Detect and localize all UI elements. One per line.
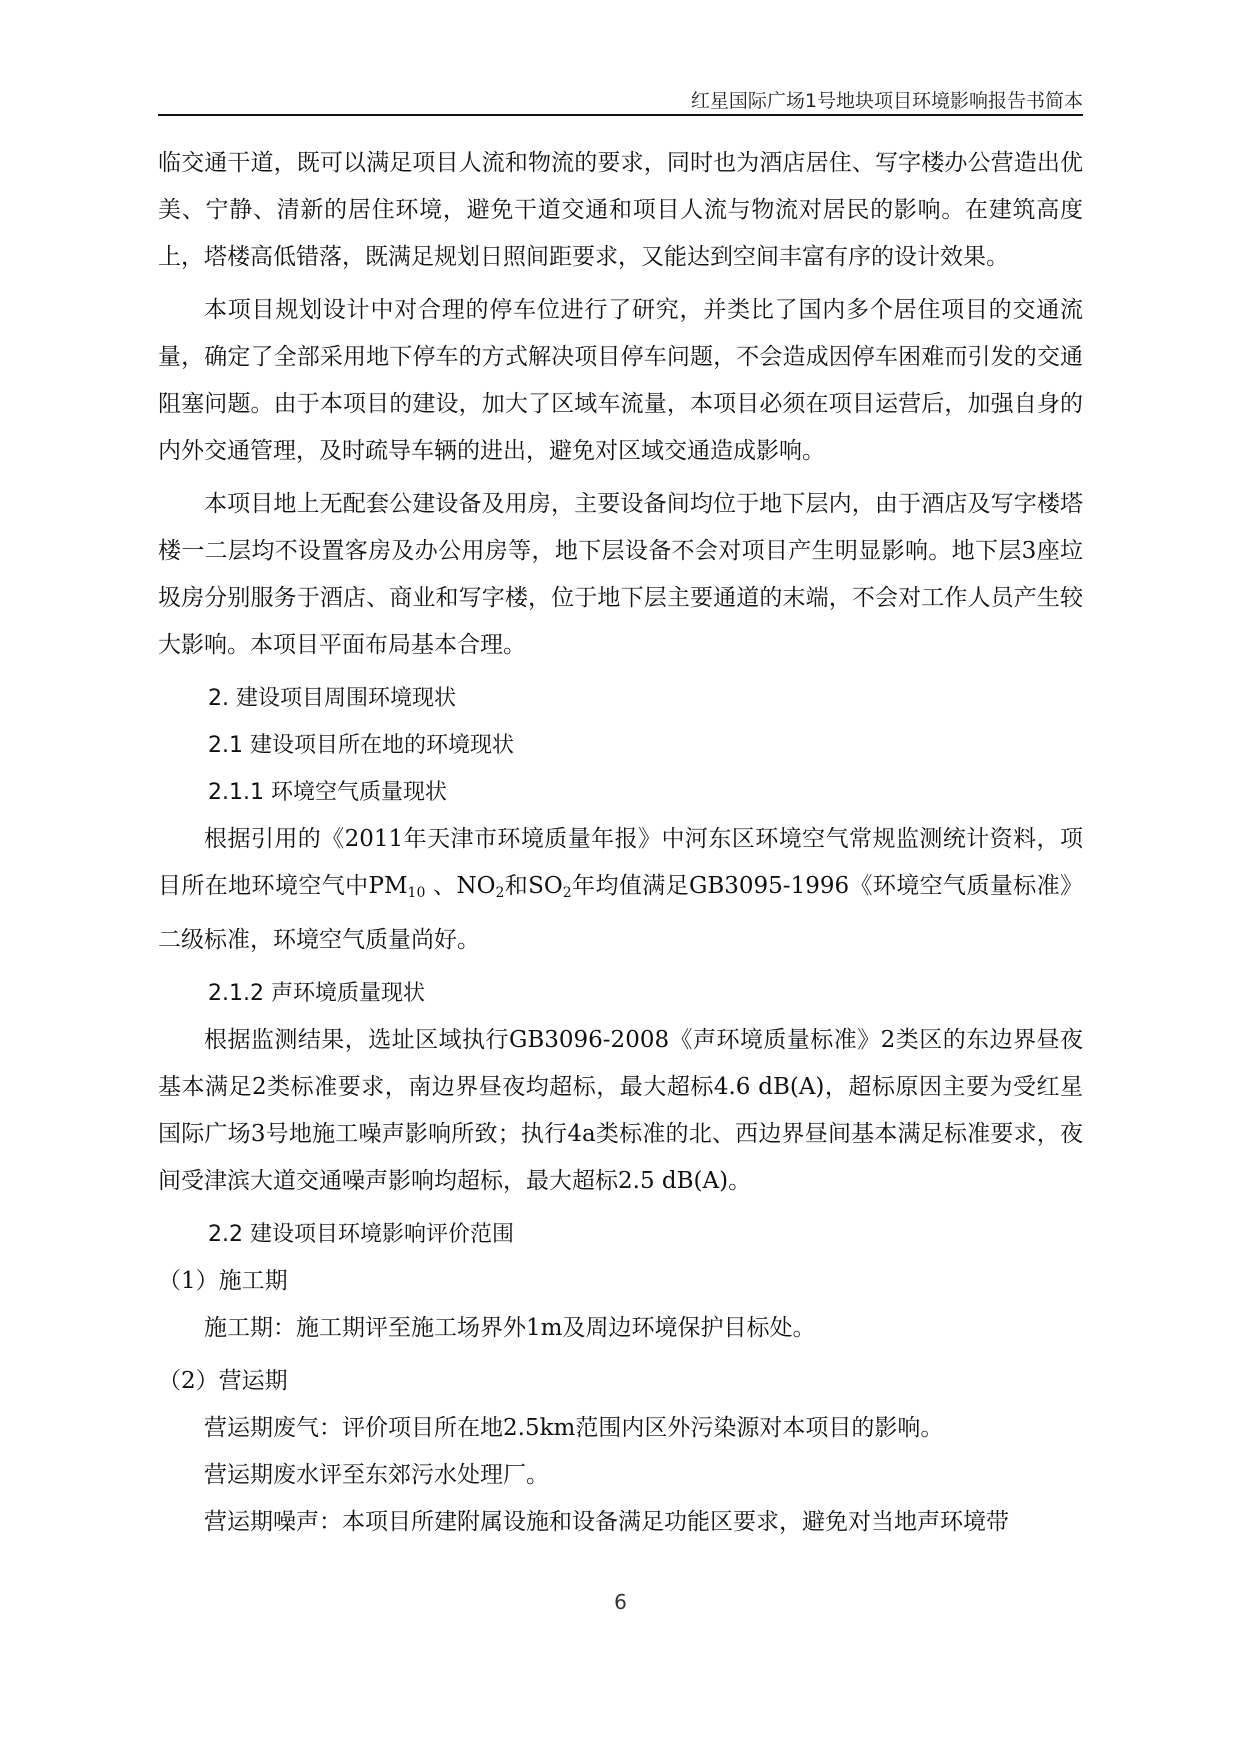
- section-heading-2: 2. 建设项目周围环境现状: [208, 686, 456, 711]
- section-heading-2-1: 2.1 建设项目所在地的环境现状: [208, 733, 514, 758]
- document-body: [158, 140, 1083, 1546]
- paragraph-parking: 本项目规划设计中对合理的停车位进行了研究，并类比了国内多个居住项目的交通流量，确定了全部采用地下停车的方式解决项目停车问题，不会造成因停车困难而引发的交通阻塞问题。由于本项目的建设，加大了区域车流量，本项目必须在项目运营后，加强自身的内外交通管理，及时疏导车辆的进出，避免对区域交通造成影响。: [158, 297, 1083, 464]
- paragraph-construction-scope: 施工期：施工期评至施工场界外1m及周边环境保护目标处。: [204, 1315, 816, 1341]
- paragraph-operation-water: 营运期废水评至东郊污水处理厂。: [204, 1462, 549, 1488]
- list-item-construction-period: （1）施工期: [158, 1268, 288, 1294]
- running-header: 红星国际广场1号地块项目环境影响报告书简本: [690, 90, 1083, 112]
- paragraph-operation-noise: 营运期噪声：本项目所建附属设施和设备满足功能区要求，避免对当地声环境带: [204, 1509, 1009, 1535]
- list-item-operation-period: （2）营运期: [158, 1368, 288, 1394]
- paragraph-equipment-layout: 本项目地上无配套公建设备及用房，主要设备间均位于地下层内，由于酒店及写字楼塔楼一二层均不设置客房及办公用房等，地下层设备不会对项目产生明显影响。地下层3座垃圾房分别服务于酒店、商业和写字楼，位于地下层主要通道的末端，不会对工作人员产生较大影响。本项目平面布局基本合理。: [158, 491, 1083, 658]
- section-heading-2-1-1: 2.1.1 环境空气质量现状: [208, 780, 447, 805]
- paragraph-traffic-continued: 临交通干道，既可以满足项目人流和物流的要求，同时也为酒店居住、写字楼办公营造出优美、宁静、清新的居住环境，避免干道交通和项目人流与物流对居民的影响。在建筑高度上，塔楼高低错落，既满足规划日照间距要求，又能达到空间丰富有序的设计效果。: [158, 150, 1083, 270]
- section-heading-2-1-2: 2.1.2 声环境质量现状: [208, 981, 425, 1006]
- paragraph-noise-quality: 根据监测结果，选址区域执行GB3096-2008《声环境质量标准》2类区的东边界昼夜基本满足2类标准要求，南边界昼夜均超标，最大超标4.6 dB(A)，超标原因主要为受红星国际广场3号地施工噪声影响所致；执行4a类标准的北、西边界昼间基本满足标准要求，夜间受津滨大道交通噪声影响均超标，最大超标2.5 dB(A)。: [158, 1027, 1083, 1194]
- section-heading-2-2: 2.2 建设项目环境影响评价范围: [208, 1222, 514, 1247]
- paragraph-air-quality: 根据引用的《2011年天津市环境质量年报》中河东区环境空气常规监测统计资料，项目所在地环境空气中$PM_{10}$ 、$NO_2$和$SO_2$年均值满足GB3095-1996《环境空气质量标准》二级标准，环境空气质量尚好。: [158, 826, 1083, 953]
- paragraph-operation-air: 营运期废气：评价项目所在地2.5km范围内区外污染源对本项目的影响。: [204, 1415, 944, 1441]
- page-number: 6: [614, 1590, 627, 1614]
- header-divider: [158, 114, 1083, 116]
